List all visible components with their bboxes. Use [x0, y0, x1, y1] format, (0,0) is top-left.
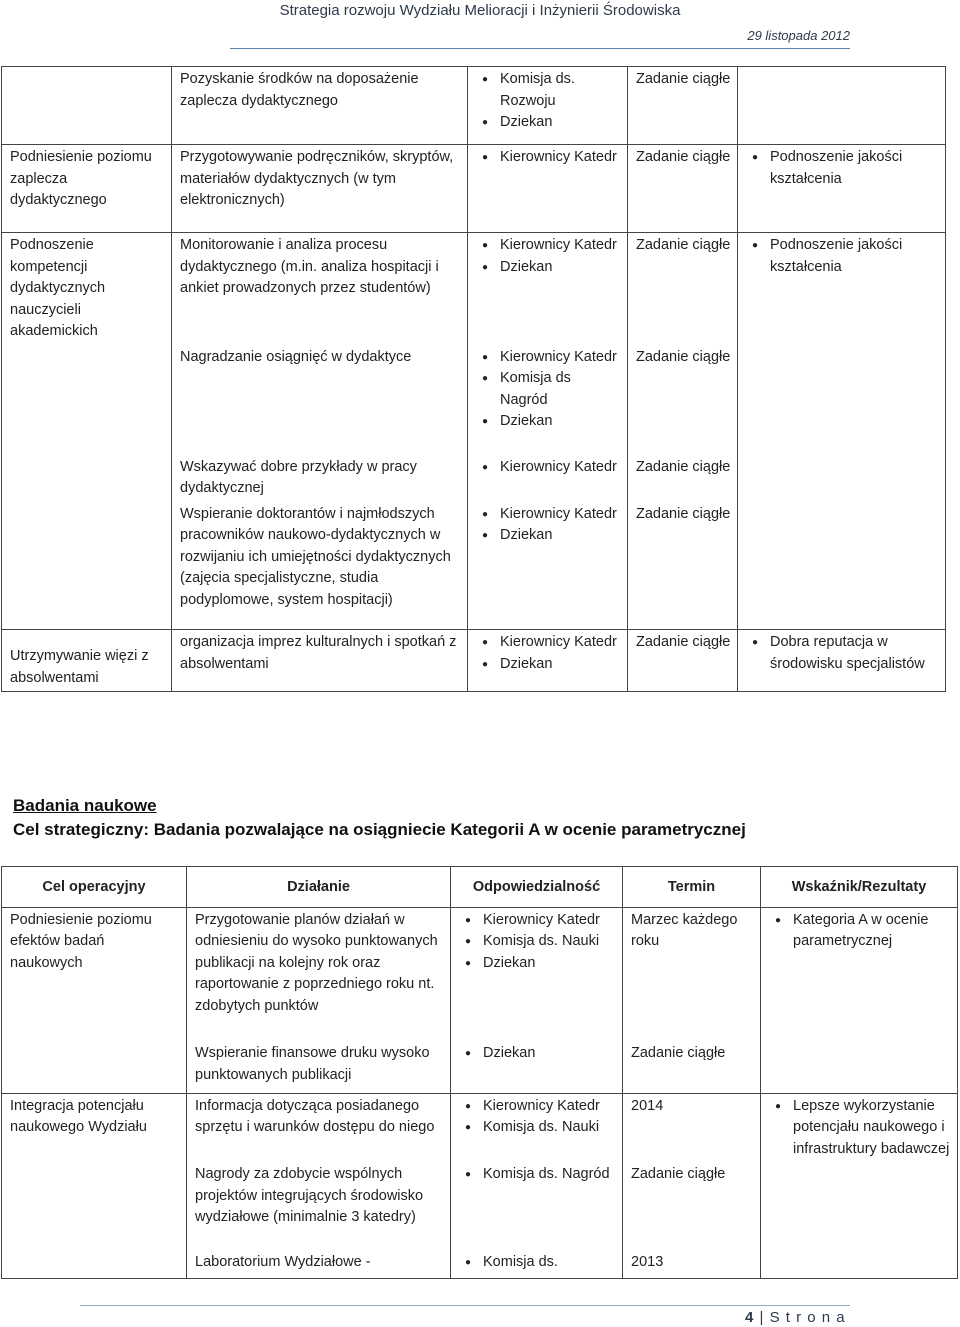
cel-operacyjny-cell [2, 1041, 187, 1093]
list-item: ● Podnoszenie jakości kształcenia [746, 235, 939, 278]
odpowiedzialnosc-cell-list [459, 1252, 616, 1274]
dzialanie-cell: Nagradzanie osiągnięć w dydaktyce [172, 345, 468, 455]
list-item: ● Dziekan [476, 112, 621, 134]
list-item: ● Kierownicy Katedr [476, 504, 621, 526]
odpowiedzialnosc-cell [468, 630, 628, 692]
footer-separator: | [759, 1309, 765, 1326]
dzialanie-cell: Przygotowanie planów działań w odniesieniu do wysoko punktowanych publikacji na kolejny rok oraz raportowanie z poprzedniego roku nt. zdobytych punktów [187, 907, 451, 1041]
dzialanie-cell: Informacja dotycząca posiadanego sprzętu i warunków dostępu do niego [187, 1093, 451, 1162]
wskaznik-cell [761, 1250, 958, 1278]
cel-operacyjny-cell: Podnoszenie kompetencji dydaktycznych nauczycieli akademickich [2, 233, 172, 345]
table-row [2, 630, 946, 692]
cel-operacyjny-cell: Utrzymywanie więzi z absolwentami [2, 630, 172, 692]
table-row [2, 1250, 958, 1278]
dzialanie-cell: organizacja imprez kulturalnych i spotkań z absolwentami [172, 630, 468, 692]
document-header-title: Strategia rozwoju Wydziału Melioracji i Inżynierii Środowiska [279, 2, 681, 19]
list-item: ● Kierownicy Katedr [476, 457, 621, 479]
list-item: ● Komisja ds. [459, 1252, 616, 1274]
termin-cell: Zadanie ciągłe [628, 455, 738, 502]
cel-operacyjny-cell [2, 1162, 187, 1250]
column-header: Odpowiedzialność [451, 867, 623, 908]
termin-cell: Zadanie ciągłe [628, 145, 738, 233]
dzialanie-cell: Nagrody za zdobycie wspólnych projektów integrujących środowisko wydziałowe (minimalnie 3 katedry) [187, 1162, 451, 1250]
wskaznik-cell [761, 907, 958, 1041]
odpowiedzialnosc-cell [468, 345, 628, 455]
list-item: ● Komisja ds. Rozwoju [476, 69, 621, 112]
odpowiedzialnosc-cell-list [476, 147, 621, 169]
column-header: Wskaźnik/Rezultaty [761, 867, 958, 908]
wskaznik-cell-list [746, 632, 939, 675]
cel-operacyjny-cell [2, 502, 172, 630]
document-date: 29 listopada 2012 [747, 28, 850, 43]
termin-cell: Zadanie ciągłe [628, 67, 738, 145]
wskaznik-cell [738, 233, 946, 345]
odpowiedzialnosc-cell [451, 1162, 623, 1250]
odpowiedzialnosc-cell [468, 145, 628, 233]
odpowiedzialnosc-cell [468, 67, 628, 145]
footer-label: S t r o n a [769, 1309, 846, 1326]
wskaznik-cell-list [769, 910, 951, 953]
didactics-strategy-table [1, 66, 946, 692]
dzialanie-cell: Wspieranie finansowe druku wysoko punktowanych publikacji [187, 1041, 451, 1093]
dzialanie-cell: Laboratorium Wydziałowe - [187, 1250, 451, 1278]
termin-cell: 2013 [623, 1250, 761, 1278]
list-item: ● Kierownicy Katedr [476, 347, 621, 369]
list-item: ● Dziekan [459, 1043, 616, 1065]
table-row [2, 907, 958, 1041]
odpowiedzialnosc-cell-list [476, 347, 621, 433]
wskaznik-cell [761, 1093, 958, 1162]
strategic-goal: Cel strategiczny: Badania pozwalające na osiągniecie Kategorii A w ocenie parametrycznej [13, 820, 746, 839]
research-strategy-table [1, 866, 958, 1279]
odpowiedzialnosc-cell [451, 1250, 623, 1278]
list-item: ● Dobra reputacja w środowisku specjalistów [746, 632, 939, 675]
table-row [2, 67, 946, 145]
wskaznik-cell [738, 455, 946, 502]
list-item: ● Dziekan [476, 525, 621, 547]
table-header-row [2, 867, 958, 908]
table-row [2, 1093, 958, 1162]
termin-cell: Zadanie ciągłe [628, 345, 738, 455]
cel-operacyjny-cell [2, 67, 172, 145]
odpowiedzialnosc-cell-list [476, 632, 621, 675]
section-title: Badania naukowe [13, 796, 157, 815]
odpowiedzialnosc-cell [451, 1093, 623, 1162]
odpowiedzialnosc-cell [451, 1041, 623, 1093]
dzialanie-cell: Wspieranie doktorantów i najmłodszych pracowników naukowo-dydaktycznych w rozwijaniu ich umiejętności dydaktycznych (zajęcia specjalistyczne, studia podyplomowe, system hospitacji) [172, 502, 468, 630]
list-item: ● Podnoszenie jakości kształcenia [746, 147, 939, 190]
list-item: ● Dziekan [459, 953, 616, 975]
wskaznik-cell [738, 630, 946, 692]
table-row [2, 1162, 958, 1250]
list-item: ● Kierownicy Katedr [476, 632, 621, 654]
odpowiedzialnosc-cell [468, 502, 628, 630]
termin-cell: Zadanie ciągłe [628, 233, 738, 345]
odpowiedzialnosc-cell-list [459, 1096, 616, 1139]
termin-cell: Zadanie ciągłe [628, 630, 738, 692]
odpowiedzialnosc-cell [468, 233, 628, 345]
odpowiedzialnosc-cell-list [476, 457, 621, 479]
table-row [2, 345, 946, 455]
wskaznik-cell [738, 345, 946, 455]
cel-operacyjny-cell: Integracja potencjału naukowego Wydziału [2, 1093, 187, 1162]
table-row [2, 233, 946, 345]
odpowiedzialnosc-cell-list [459, 1043, 616, 1065]
odpowiedzialnosc-cell-list [459, 910, 616, 975]
list-item: ● Komisja ds. Nagród [459, 1164, 616, 1186]
wskaznik-cell [761, 1162, 958, 1250]
odpowiedzialnosc-cell-list [476, 69, 621, 134]
table-row [2, 145, 946, 233]
termin-cell: Zadanie ciągłe [623, 1162, 761, 1250]
header-divider [230, 48, 850, 49]
odpowiedzialnosc-cell-list [459, 1164, 616, 1186]
odpowiedzialnosc-cell-list [476, 235, 621, 278]
cel-operacyjny-cell [2, 345, 172, 455]
wskaznik-cell-list [746, 147, 939, 190]
list-item: ● Komisja ds. Nauki [459, 931, 616, 953]
table-row [2, 1041, 958, 1093]
odpowiedzialnosc-cell-list [476, 504, 621, 547]
column-header: Cel operacyjny [2, 867, 187, 908]
wskaznik-cell [738, 67, 946, 145]
odpowiedzialnosc-cell [468, 455, 628, 502]
list-item: ● Lepsze wykorzystanie potencjału naukowego i infrastruktury badawczej [769, 1096, 951, 1161]
dzialanie-cell: Przygotowywanie podręczników, skryptów, materiałów dydaktycznych (w tym elektronicznych) [172, 145, 468, 233]
cel-operacyjny-cell: Podniesienie poziomu zaplecza dydaktycznego [2, 145, 172, 233]
list-item: ● Komisja ds Nagród [476, 368, 621, 411]
list-item: ● Dziekan [476, 654, 621, 676]
termin-cell: 2014 [623, 1093, 761, 1162]
table-row [2, 455, 946, 502]
list-item: ● Dziekan [476, 411, 621, 433]
list-item: ● Kategoria A w ocenie parametrycznej [769, 910, 951, 953]
page-footer [745, 1309, 846, 1326]
wskaznik-cell [761, 1041, 958, 1093]
page-number: 4 [745, 1309, 755, 1326]
wskaznik-cell [738, 145, 946, 233]
dzialanie-cell: Wskazywać dobre przykłady w pracy dydaktycznej [172, 455, 468, 502]
dzialanie-cell: Pozyskanie środków na doposażenie zaplecza dydaktycznego [172, 67, 468, 145]
column-header: Termin [623, 867, 761, 908]
termin-cell: Zadanie ciągłe [628, 502, 738, 630]
cel-operacyjny-cell: Podniesienie poziomu efektów badań naukowych [2, 907, 187, 1041]
list-item: ● Kierownicy Katedr [476, 147, 621, 169]
wskaznik-cell-list [746, 235, 939, 278]
list-item: ● Dziekan [476, 257, 621, 279]
wskaznik-cell-list [769, 1096, 951, 1161]
footer-divider [80, 1305, 850, 1306]
cel-operacyjny-cell [2, 1250, 187, 1278]
list-item: ● Kierownicy Katedr [459, 910, 616, 932]
list-item: ● Komisja ds. Nauki [459, 1117, 616, 1139]
wskaznik-cell [738, 502, 946, 630]
dzialanie-cell: Monitorowanie i analiza procesu dydaktycznego (m.in. analiza hospitacji i ankiet prowadzonych przez studentów) [172, 233, 468, 345]
column-header: Działanie [187, 867, 451, 908]
cel-operacyjny-cell [2, 455, 172, 502]
termin-cell: Zadanie ciągłe [623, 1041, 761, 1093]
table-row [2, 502, 946, 630]
list-item: ● Kierownicy Katedr [476, 235, 621, 257]
odpowiedzialnosc-cell [451, 907, 623, 1041]
termin-cell: Marzec każdego roku [623, 907, 761, 1041]
list-item: ● Kierownicy Katedr [459, 1096, 616, 1118]
